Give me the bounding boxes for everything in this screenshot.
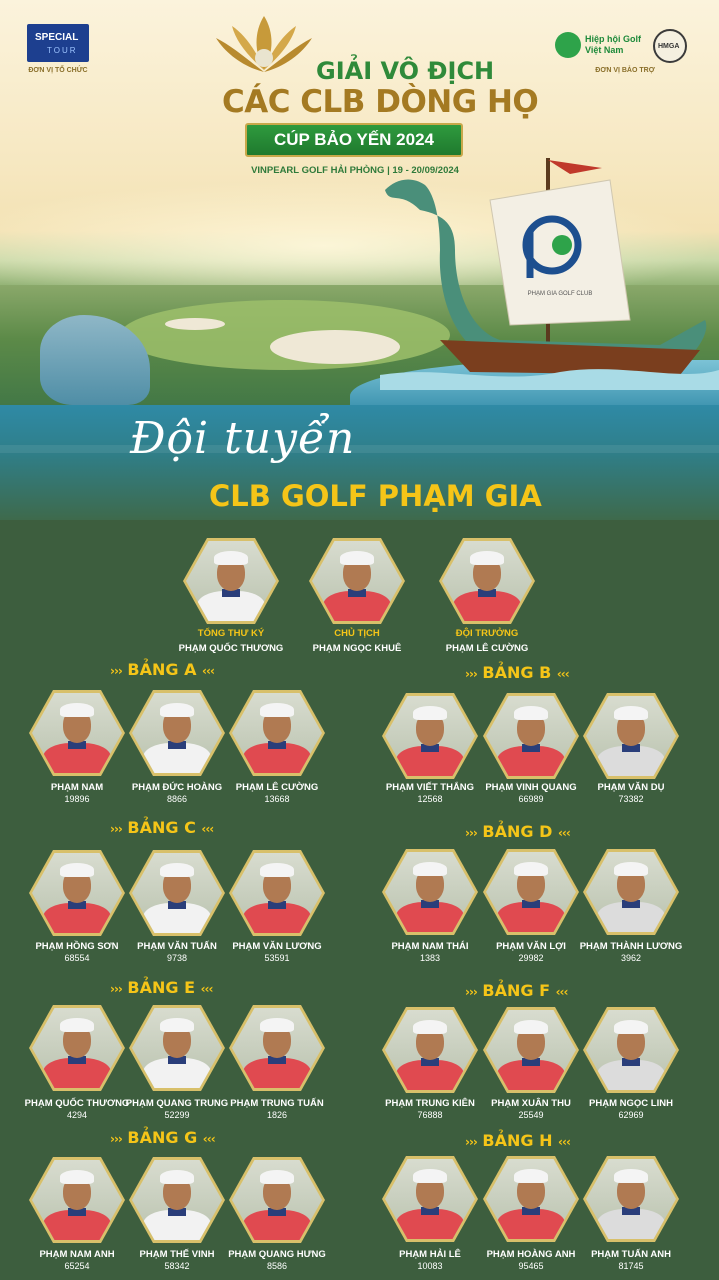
player-portrait (483, 849, 579, 935)
portrait-cap (260, 1018, 294, 1032)
player-portrait (29, 850, 125, 936)
group-label: BẢNG G (121, 1128, 203, 1147)
player-portrait (483, 1007, 579, 1093)
player-portrait (382, 1156, 478, 1242)
player-name: PHẠM NGỌC LINH (589, 1098, 673, 1109)
portrait-cap (260, 1170, 294, 1184)
portrait-cap (160, 1170, 194, 1184)
leader-role: TỔNG THƯ KÝ (197, 628, 265, 639)
player-name: PHẠM HOÀNG ANH (486, 1249, 576, 1260)
player-number: 58342 (164, 1261, 190, 1271)
portrait-cap (160, 703, 194, 717)
player-name: PHẠM QUANG TRUNG (125, 1098, 229, 1109)
portrait-cap (514, 1020, 548, 1034)
player-number: 95465 (518, 1261, 544, 1271)
leader-portrait (439, 538, 535, 624)
vga-icon (555, 32, 581, 58)
group-heading (110, 978, 212, 997)
group-label: BẢNG C (121, 818, 202, 837)
player-portrait (29, 1005, 125, 1091)
portrait-cap (60, 1018, 94, 1032)
portrait-cap (413, 1169, 447, 1183)
cup-title: CÚP BẢO YẾN 2024 (274, 130, 434, 149)
player-portrait (583, 1007, 679, 1093)
group-heading (110, 1128, 215, 1147)
player-portrait (382, 1007, 478, 1093)
player-name: PHẠM LÊ CƯỜNG (235, 782, 319, 793)
portrait-cap (413, 706, 447, 720)
player-number: 65254 (64, 1261, 90, 1271)
player-number: 68554 (64, 953, 90, 963)
portrait-cap (260, 703, 294, 717)
player-portrait (229, 850, 325, 936)
lotus-logo-icon (214, 12, 314, 82)
portrait-cap (260, 863, 294, 877)
player-portrait (583, 849, 679, 935)
player-name: PHẠM HỒNG SƠN (35, 941, 119, 952)
group-label: BẢNG H (476, 1131, 559, 1150)
player-number: 29982 (518, 953, 544, 963)
chevrons-left-icon: ‹‹‹ (202, 664, 214, 678)
player-portrait (229, 1157, 325, 1243)
player-name: PHẠM HẢI LÊ (399, 1249, 461, 1260)
player-name: PHẠM ĐỨC HOÀNG (131, 782, 223, 793)
portrait-cap (214, 551, 248, 565)
player-portrait (129, 1005, 225, 1091)
player-name: PHẠM TUẤN ANH (591, 1249, 671, 1260)
player-name: PHẠM TRUNG TUẤN (230, 1098, 324, 1109)
player-portrait (382, 849, 478, 935)
portrait-cap (614, 1020, 648, 1034)
player-name: PHẠM VĂN LƯƠNG (232, 941, 322, 952)
player-name: PHẠM THẾ VINH (139, 1249, 215, 1260)
chevrons-right-icon: ››› (110, 1132, 122, 1146)
chevrons-right-icon: ››› (465, 985, 477, 999)
player-portrait (129, 1157, 225, 1243)
leader-role: CHỦ TỊCH (334, 628, 380, 639)
portrait-cap (413, 862, 447, 876)
player-name: PHẠM VĂN DỤ (597, 782, 665, 793)
leader-name: PHẠM QUỐC THƯƠNG (178, 643, 284, 654)
leader-name: PHẠM NGỌC KHUÊ (312, 643, 402, 654)
portrait-cap (470, 551, 504, 565)
leader-role: ĐỘI TRƯỞNG (455, 628, 519, 639)
portrait-cap (60, 703, 94, 717)
group-label: BẢNG F (476, 981, 556, 1000)
group-heading (465, 981, 567, 1000)
portrait-cap (614, 706, 648, 720)
group-label: BẢNG D (476, 822, 558, 841)
player-portrait (583, 693, 679, 779)
player-number: 76888 (417, 1110, 443, 1120)
band-stripe (0, 445, 719, 453)
portrait-cap (413, 1020, 447, 1034)
portrait-cap (60, 1170, 94, 1184)
group-label: BẢNG A (121, 660, 203, 679)
player-number: 1383 (419, 953, 441, 963)
chevrons-left-icon: ‹‹‹ (557, 826, 570, 840)
chevrons-right-icon: ››› (110, 982, 122, 996)
player-portrait (129, 850, 225, 936)
player-number: 12568 (417, 794, 443, 804)
player-number: 62969 (618, 1110, 644, 1120)
player-name: PHẠM NAM (50, 782, 104, 793)
dragon-boat-illustration (380, 150, 719, 390)
player-number: 13668 (264, 794, 290, 804)
portrait-cap (514, 1169, 548, 1183)
chevrons-left-icon: ‹‹‹ (555, 985, 568, 999)
logo-text: SPECIAL (35, 32, 79, 43)
portrait-cap (160, 863, 194, 877)
chevrons-left-icon: ‹‹‹ (200, 982, 213, 996)
leader-name: PHẠM LÊ CƯỜNG (445, 643, 529, 654)
chevrons-left-icon: ‹‹‹ (202, 1132, 215, 1146)
player-name: PHẠM TRUNG KIÊN (385, 1098, 475, 1109)
club-logo-text: PHẠM GIA GOLF CLUB (527, 291, 593, 297)
vga-logo (555, 32, 655, 62)
group-heading (110, 660, 214, 679)
player-name: PHẠM THÀNH LƯƠNG (579, 941, 683, 952)
player-portrait (229, 1005, 325, 1091)
chevrons-left-icon: ‹‹‹ (201, 822, 214, 836)
chevrons-left-icon: ‹‹‹ (558, 1135, 570, 1149)
portrait-cap (614, 862, 648, 876)
leader-portrait (183, 538, 279, 624)
hmga-seal (653, 29, 687, 63)
player-number: 81745 (618, 1261, 644, 1271)
player-name: PHẠM QUỐC THƯƠNG (24, 1098, 130, 1109)
player-name: PHẠM VĂN LỢI (496, 941, 566, 952)
player-name: PHẠM VINH QUANG (485, 782, 577, 793)
player-number: 53591 (264, 953, 290, 963)
vga-text: Hiệp hội Golf Việt Nam (585, 34, 641, 55)
player-portrait (483, 1156, 579, 1242)
player-name: PHẠM XUÂN THU (491, 1098, 571, 1109)
player-portrait (129, 690, 225, 776)
player-number: 73382 (618, 794, 644, 804)
player-portrait (583, 1156, 679, 1242)
chevrons-right-icon: ››› (110, 664, 122, 678)
player-name: PHẠM VIẾT THẮNG (385, 782, 475, 793)
sand-bunker (165, 318, 225, 330)
player-number: 4294 (66, 1110, 88, 1120)
team-heading-script: Đội tuyển (130, 413, 356, 464)
group-heading (465, 663, 569, 682)
player-number: 3962 (620, 953, 642, 963)
sponsor-caption: ĐƠN VỊ BẢO TRỢ (595, 67, 655, 74)
chevrons-right-icon: ››› (465, 667, 477, 681)
title-line2: CÁC CLB DÒNG HỌ (222, 84, 539, 120)
portrait-cap (614, 1169, 648, 1183)
player-portrait (483, 693, 579, 779)
portrait-cap (60, 863, 94, 877)
player-number: 10083 (417, 1261, 443, 1271)
chevrons-right-icon: ››› (465, 826, 477, 840)
player-number: 8866 (166, 794, 188, 804)
venue-date: VINPEARL GOLF HẢI PHÒNG | 19 - 20/09/2024 (251, 165, 459, 176)
player-name: PHẠM QUANG HƯNG (228, 1249, 326, 1260)
player-name: PHẠM NAM THÁI (391, 941, 469, 952)
group-heading (465, 1131, 570, 1150)
chevrons-right-icon: ››› (110, 822, 122, 836)
player-portrait (382, 693, 478, 779)
player-number: 52299 (164, 1110, 190, 1120)
portrait-cap (340, 551, 374, 565)
player-name: PHẠM VĂN TUẤN (137, 941, 217, 952)
group-label: BẢNG E (121, 978, 201, 997)
player-portrait (29, 690, 125, 776)
player-number: 8586 (266, 1261, 288, 1271)
player-name: PHẠM NAM ANH (39, 1249, 115, 1260)
player-portrait (29, 1157, 125, 1243)
seal-text: HMGA (658, 43, 680, 50)
chevrons-right-icon: ››› (465, 1135, 477, 1149)
special-tour-logo (27, 24, 89, 62)
player-number: 19896 (64, 794, 90, 804)
leader-portrait (309, 538, 405, 624)
team-heading-club: CLB GOLF PHẠM GIA (209, 479, 542, 513)
title-line1: GIẢI VÔ ĐỊCH (316, 57, 495, 85)
organizer-caption: ĐƠN VỊ TỔ CHỨC (28, 67, 88, 74)
group-heading (465, 822, 570, 841)
player-number: 9738 (166, 953, 188, 963)
player-number: 66989 (518, 794, 544, 804)
portrait-cap (514, 706, 548, 720)
player-number: 25549 (518, 1110, 544, 1120)
portrait-cap (514, 862, 548, 876)
player-number: 1826 (266, 1110, 288, 1120)
player-portrait (229, 690, 325, 776)
portrait-cap (160, 1018, 194, 1032)
logo-text: TOUR (47, 46, 78, 55)
chevrons-left-icon: ‹‹‹ (556, 667, 569, 681)
group-heading (110, 818, 213, 837)
group-label: BẢNG B (476, 663, 557, 682)
